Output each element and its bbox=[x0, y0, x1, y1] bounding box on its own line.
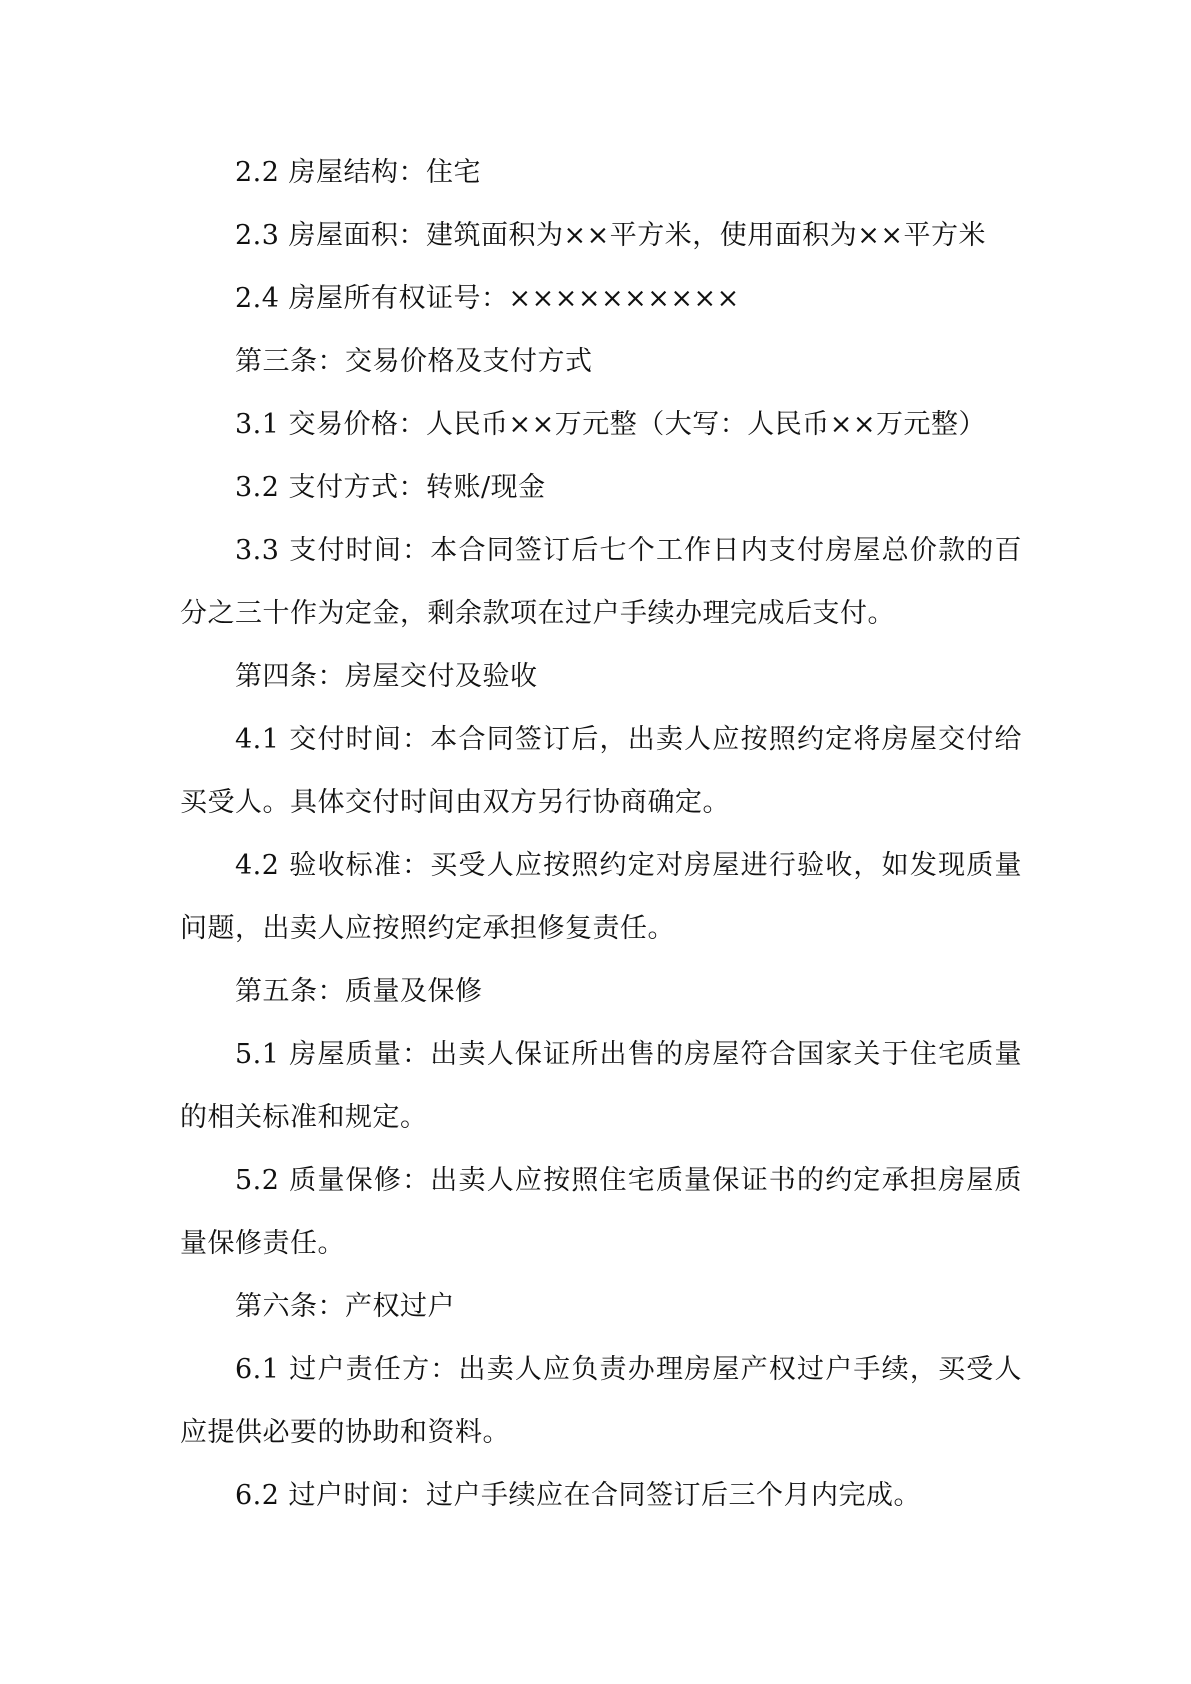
contract-body bbox=[180, 141, 1022, 1527]
clause-3-3: 3.3 支付时间：本合同签订后七个工作日内支付房屋总价款的百分之三十作为定金，剩余款项在过户手续办理完成后支付。 bbox=[180, 535, 1022, 629]
clause-6-2: 6.2 过户时间：过户手续应在合同签订后三个月内完成。 bbox=[235, 1480, 922, 1511]
clause-2-4: 2.4 房屋所有权证号：×××××××××× bbox=[235, 283, 740, 314]
clause-6-1: 6.1 过户责任方：出卖人应负责办理房屋产权过户手续，买受人应提供必要的协助和资料。 bbox=[180, 1354, 1022, 1448]
clause-5-2: 5.2 质量保修：出卖人应按照住宅质量保证书的约定承担房屋质量保修责任。 bbox=[180, 1165, 1022, 1259]
article-4-heading: 第四条：房屋交付及验收 bbox=[235, 661, 538, 692]
clause-3-1: 3.1 交易价格：人民币××万元整（大写：人民币××万元整） bbox=[235, 409, 987, 440]
clause-2-3: 2.3 房屋面积：建筑面积为××平方米，使用面积为××平方米 bbox=[235, 220, 987, 251]
article-3-heading: 第三条：交易价格及支付方式 bbox=[235, 346, 593, 377]
clause-4-1: 4.1 交付时间：本合同签订后，出卖人应按照约定将房屋交付给买受人。具体交付时间由双方另行协商确定。 bbox=[180, 724, 1022, 818]
clause-4-2: 4.2 验收标准：买受人应按照约定对房屋进行验收，如发现质量问题，出卖人应按照约定承担修复责任。 bbox=[180, 850, 1022, 944]
article-5-heading: 第五条：质量及保修 bbox=[235, 976, 483, 1007]
clause-5-1: 5.1 房屋质量：出卖人保证所出售的房屋符合国家关于住宅质量的相关标准和规定。 bbox=[180, 1039, 1022, 1133]
clause-2-2: 2.2 房屋结构：住宅 bbox=[235, 157, 482, 188]
article-6-heading: 第六条：产权过户 bbox=[235, 1291, 455, 1322]
clause-3-2: 3.2 支付方式：转账/现金 bbox=[235, 472, 546, 503]
